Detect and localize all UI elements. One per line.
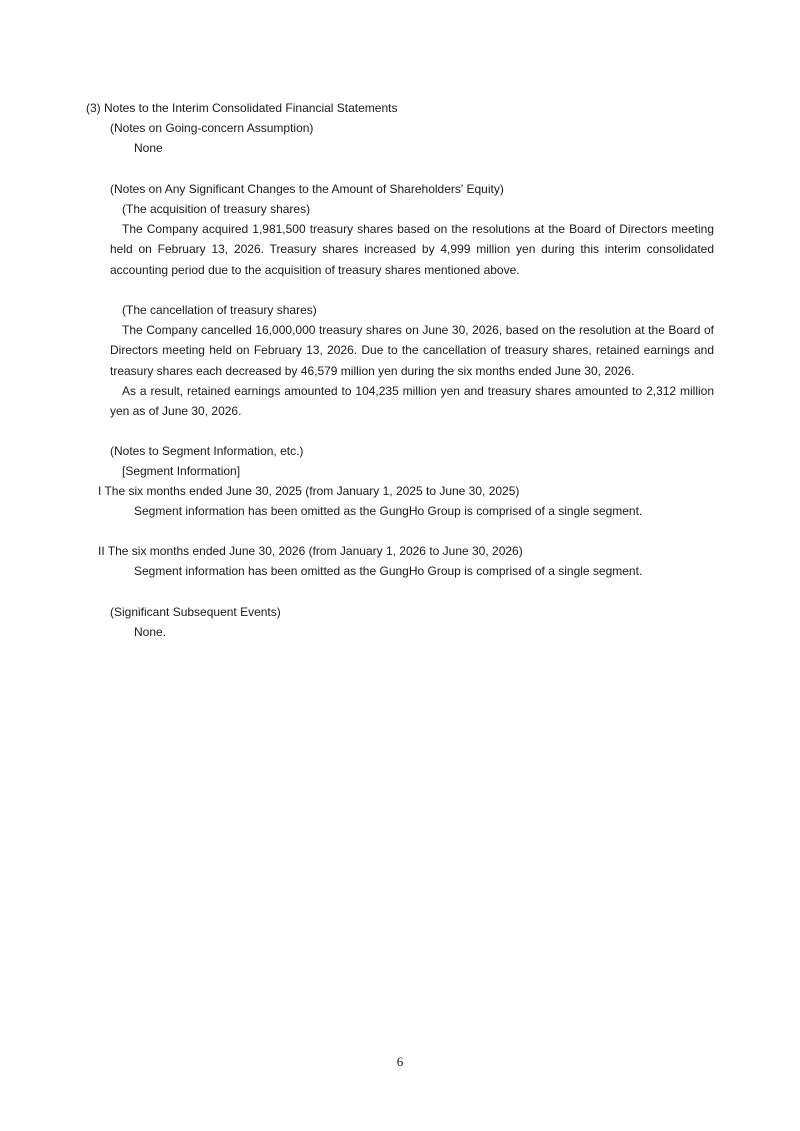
acquisition-body: The Company acquired 1,981,500 treasury shares based on the resolutions at the Board of Directors meeting held on February 13, 2026. Treasury shares increased by 4,999 million yen during this interim consolidated accounting period due to the acquisition of treasury shares mentioned above.: [110, 222, 714, 277]
going-concern-heading: (Notes on Going-concern Assumption): [110, 121, 314, 135]
segment-subheading: [Segment Information]: [122, 464, 241, 478]
subsequent-events-heading: (Significant Subsequent Events): [110, 605, 281, 619]
cancellation-body-2: As a result, retained earnings amounted to 104,235 million yen and treasury shares amounted to 2,312 million yen as of June 30, 2026.: [110, 384, 714, 419]
acquisition-subheading: (The acquisition of treasury shares): [122, 202, 311, 216]
equity-changes-heading: (Notes on Any Significant Changes to the Amount of Shareholders' Equity): [110, 182, 504, 196]
cancellation-paragraph-2: [110, 381, 714, 422]
cancellation-body-1: The Company cancelled 16,000,000 treasury shares on June 30, 2026, based on the resolution at the Board of Directors meeting held on February 13, 2026. Due to the cancellation of treasury shares, retained earnings and treasury shares each decreased by 46,579 million yen during the six months ended June 30, 2026.: [110, 323, 714, 378]
cancellation-subheading: (The cancellation of treasury shares): [122, 303, 317, 317]
going-concern-body: None: [134, 141, 163, 155]
subsequent-events-body: None.: [134, 625, 167, 639]
page-number: 6: [396, 1054, 404, 1069]
cancellation-paragraph-1: [110, 320, 714, 381]
segment-period-2-body: Segment information has been omitted as the GungHo Group is comprised of a single segment.: [134, 564, 643, 578]
acquisition-paragraph: [110, 219, 714, 280]
section-heading: (3) Notes to the Interim Consolidated Financial Statements: [86, 101, 398, 115]
segment-period-1-body: Segment information has been omitted as the GungHo Group is comprised of a single segment.: [134, 504, 643, 518]
segment-period-1-label: I The six months ended June 30, 2025 (from January 1, 2025 to June 30, 2025): [98, 484, 520, 498]
segment-heading: (Notes to Segment Information, etc.): [110, 444, 304, 458]
segment-period-2-label: II The six months ended June 30, 2026 (from January 1, 2026 to June 30, 2026): [98, 544, 523, 558]
